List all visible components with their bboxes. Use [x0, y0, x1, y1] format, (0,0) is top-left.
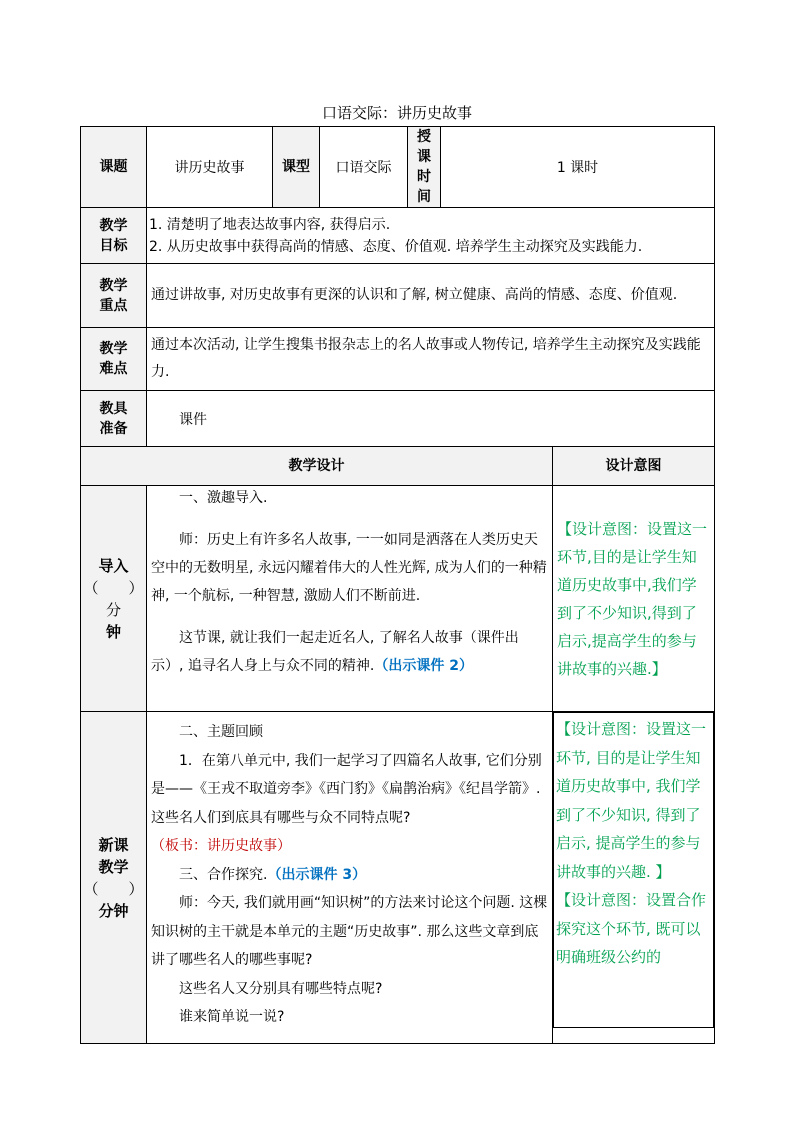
newlesson-design-cell	[553, 712, 715, 1044]
intro-row	[81, 486, 715, 712]
header-row	[81, 127, 715, 208]
goals-line-2: 2. 从历史故事中获得高尚的情感、态度、价值观. 培养学生主动探究及实践能力.	[149, 238, 643, 255]
newlesson-p3: 三、合作探究.（出示课件 3）	[179, 866, 367, 883]
newlesson-row	[81, 712, 715, 1044]
page-title: 口语交际：讲历史故事	[321, 104, 472, 122]
newlesson-p4: 师：今天, 我们就用画“知识树”的方法来讨论这个问题. 这棵知识树的主干就是本单元的主题“历史故事”. 那么这些文章到底讲了哪些名人的哪些事呢?	[151, 895, 548, 968]
newlesson-design-box	[553, 712, 714, 1028]
type-label: 课型	[273, 127, 320, 208]
focus-label: 教学重点	[81, 264, 147, 328]
newlesson-p5: 这些名人又分别具有哪些特点呢?	[179, 980, 383, 997]
time-label: 授课时间	[408, 127, 441, 208]
intro-label: 导入 （ ）分 钟	[81, 486, 147, 712]
topic-label: 课题	[81, 127, 147, 208]
difficulty-text: 通过本次活动, 让学生搜集书报杂志上的名人故事或人物传记, 培养学生主动探究及实践能力.	[147, 328, 715, 391]
design-header-row	[81, 447, 715, 486]
goals-content	[147, 208, 715, 264]
newlesson-p2: 1．在第八单元中, 我们一起学习了四篇名人故事, 它们分别是——《王戎不取道旁李》《西门豹》《扁鹊治病》《纪昌学箭》. 这些名人们到底具有哪些与众不同特点呢? （板书：讲历史故事）	[151, 752, 542, 854]
lesson-plan-table	[80, 126, 715, 1044]
intro-p2: 师：历史上有许多名人故事, 一一如同是洒落在人类历史天空中的无数明星, 永远闪耀着伟大的人性光辉, 成为人们的一种精神, 一个航标, 一种智慧, 激励人们不断前进.	[151, 532, 547, 604]
intro-content	[147, 486, 553, 712]
intro-design-note: 【设计意图：设置这一环节,目的是让学生知道历史故事中,我们学到了不少知识,得到了启示,提高学生的参与讲故事的兴趣.】	[553, 486, 715, 712]
goals-label: 教学目标	[81, 208, 147, 264]
goals-line-1: 1. 清楚明了地表达故事内容, 获得启示.	[149, 216, 391, 233]
focus-row	[81, 264, 715, 328]
design-header-right: 设计意图	[553, 447, 715, 486]
tools-label: 教具准备	[81, 391, 147, 447]
newlesson-content	[147, 712, 553, 1044]
focus-text: 通过讲故事, 对历史故事有更深的认识和了解, 树立健康、高尚的情感、态度、价值观.	[147, 264, 715, 328]
newlesson-p1: 二、主题回顾	[179, 724, 263, 740]
time-value: 1 课时	[441, 127, 715, 208]
tools-row	[81, 391, 715, 447]
type-value: 口语交际	[320, 127, 408, 208]
intro-p3: 这节课, 就让我们一起走近名人, 了解名人故事（课件出示）, 追寻名人身上与众不同的精神.（出示课件 2）	[151, 630, 519, 674]
design-header-left: 教学设计	[81, 447, 553, 486]
newlesson-label: 新课 教学 （ ） 分钟	[81, 712, 147, 1044]
intro-p1: 一、激趣导入.	[179, 490, 268, 506]
topic-value: 讲历史故事	[147, 127, 273, 208]
difficulty-label: 教学难点	[81, 328, 147, 391]
newlesson-p6: 谁来简单说一说?	[179, 1009, 285, 1025]
newlesson-note-1: 【设计意图：设置这一环节, 目的是让学生知道历史故事中, 我们学到了不少知识, 得到了启示, 提高学生的参与讲故事的兴趣. 】	[556, 720, 707, 881]
difficulty-row	[81, 328, 715, 391]
tools-value: 课件	[147, 391, 715, 447]
goals-row	[81, 208, 715, 264]
newlesson-note-2: 【设计意图：设置合作探究这个环节, 既可以明确班级公约的	[556, 891, 707, 966]
